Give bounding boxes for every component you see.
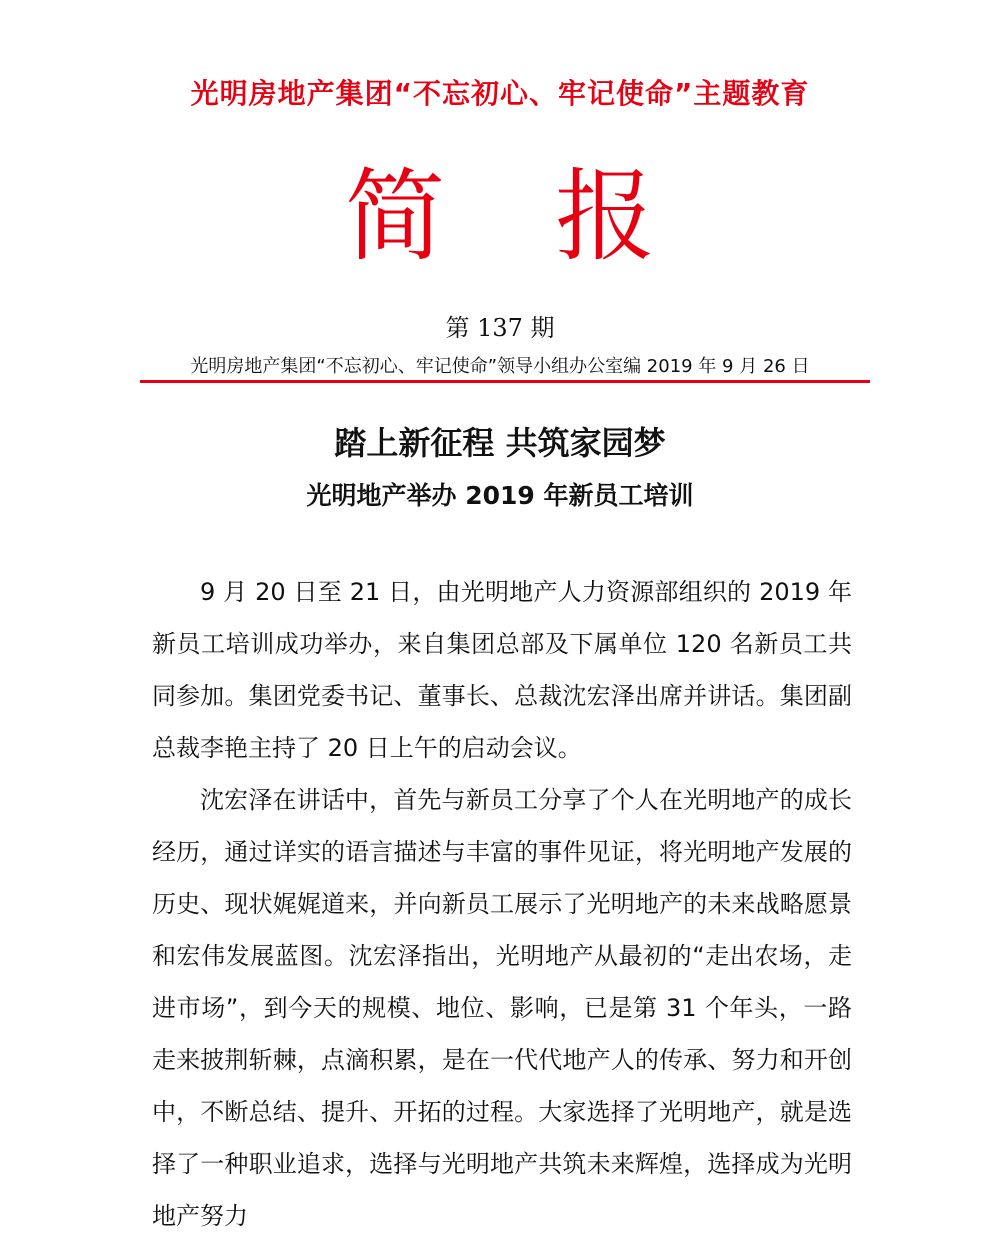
article-paragraph: 9 月 20 日至 21 日，由光明地产人力资源部组织的 2019 年新员工培训成功举办，来自集团总部及下属单位 120 名新员工共同参加。集团党委书记、董事长、总裁沈宏泽出席并讲话。集团副总裁李艳主持了 20 日上午的启动会议。 bbox=[152, 578, 852, 762]
issue-number: 第 137 期 bbox=[445, 314, 555, 342]
editor-date-line: 光明房地产集团“不忘初心、牢记使命”领导小组办公室编 2019 年 9 月 26 日 bbox=[190, 356, 810, 377]
red-divider-line bbox=[140, 380, 870, 383]
article-subheadline: 光明地产举办 2019 年新员工培训 bbox=[306, 481, 694, 510]
bulletin-title-char-2: 报 bbox=[555, 158, 655, 275]
article-paragraph: 沈宏泽在讲话中，首先与新员工分享了个人在光明地产的成长经历，通过详实的语言描述与丰富的事件见证，将光明地产发展的历史、现状娓娓道来，并向新员工展示了光明地产的未来战略愿景和宏伟发展蓝图。沈宏泽指出，光明地产从最初的“走出农场，走进市场”，到今天的规模、地位、影响，已是第 31 个年头，一路走来披荆斩棘，点滴积累，是在一代代地产人的传承、努力和开创中，不断总结、提升、开拓的过程。大家选择了光明地产，就是选择了一种职业追求，选择与光明地产共筑未来辉煌，选择成为光明地产努力 bbox=[152, 786, 852, 1230]
article-body bbox=[152, 566, 852, 1242]
bulletin-title bbox=[0, 158, 1000, 275]
article-headline: 踏上新征程 共筑家园梦 bbox=[334, 424, 666, 462]
bulletin-header-title: 光明房地产集团“不忘初心、牢记使命”主题教育 bbox=[190, 77, 810, 110]
bulletin-title-char-1: 简 bbox=[345, 158, 445, 275]
